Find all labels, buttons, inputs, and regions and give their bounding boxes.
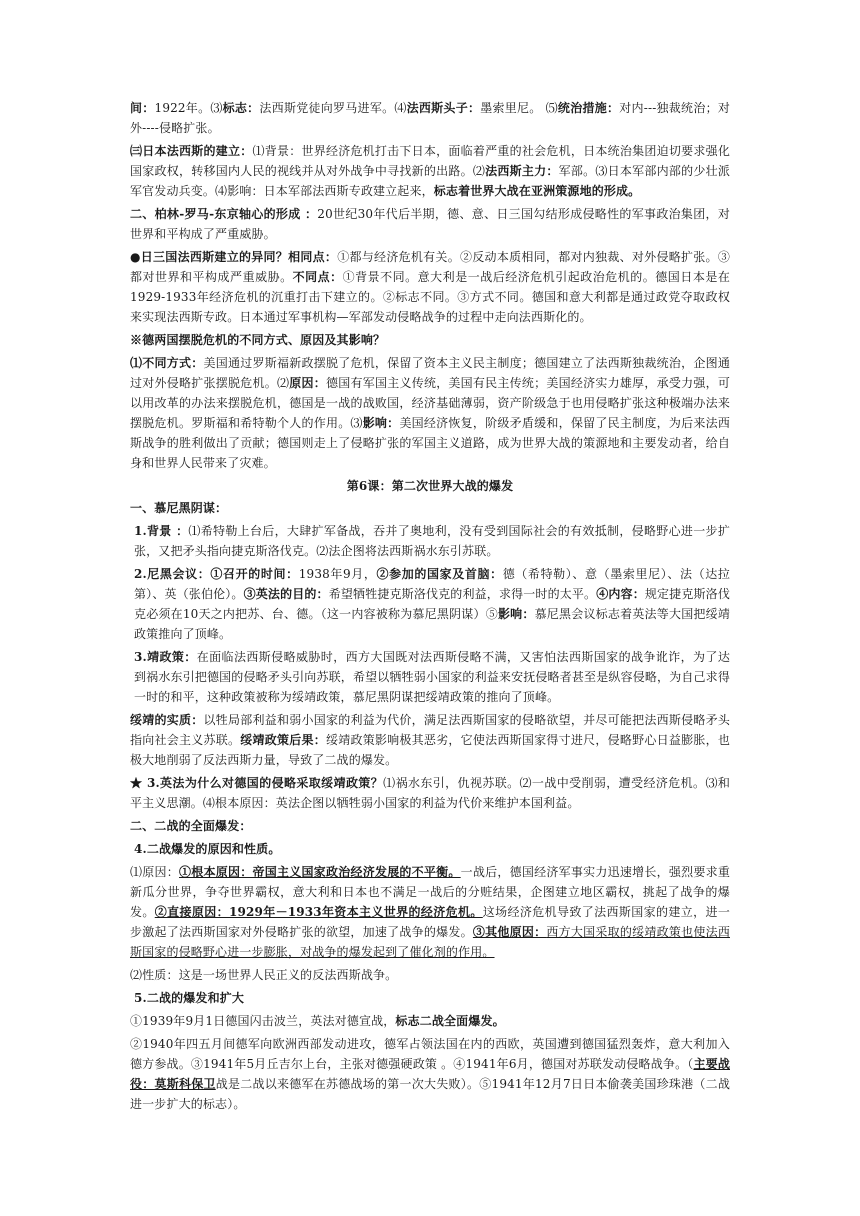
paragraph-italy-fascism [130, 98, 730, 138]
text: 20世纪30年代后半期，德、意、日三国勾结形成侵略性的军事政治集团，对世界和平构成了严重威胁。 [130, 207, 730, 241]
label-participants: ②参加的国家及首脑： [376, 567, 503, 581]
text: 规定捷克斯洛伐克必须在10天之内把苏、台、德。（这一内容被称为慕尼黑阴谋）⑤ [134, 587, 730, 621]
text: 美国通过罗斯福新政摆脱了危机，保留了资本主义民主制度；德国建立了法西斯独裁统治，企图通过对外侵略扩张摆脱危机。⑵ [130, 356, 730, 390]
paragraph-causes [130, 862, 730, 962]
paragraph-munich-conference [130, 564, 730, 644]
text: ①背景不同。意大利是一战后经济危机引起政治危机的。德国日本是在1929-1933年经济危机的沉重打击下建立的。②标志不同。③方式不同。德国和意大利都是通过政党夺取政权来实现法西斯专政。日本通过军事机构—军部发动侵略战争的过程中走向法西斯化的。 [130, 270, 730, 324]
label-appeasement: 3.靖政策： [134, 650, 197, 664]
label-purpose: ③英法的目的： [243, 587, 329, 601]
text: 慕尼黑会议标志着英法等大国把绥靖政策推向了顶峰。 [134, 607, 730, 641]
text: 德国有军国主义传统，美国有民主传统；美国经济实力雄厚，承受力强，可以用改革的办法来摆脱危机，德国是一战的战败国，经济基础薄弱，资产阶级急于也用侵略扩张这种极端办法来摆脱危机。罗斯福和希特勒个人的作用。⑶ [130, 376, 731, 430]
label-content: ④内容： [596, 587, 645, 601]
label-leader: 法西斯头子： [406, 101, 481, 115]
section-heading-war: 二、二战的全面爆发： [130, 819, 252, 833]
paragraph-background [130, 521, 730, 561]
label-causes: ⑴原因： [130, 865, 179, 879]
paragraph-appeasement-essence [130, 710, 730, 770]
label-conference: 2.尼黑会议：①召开的时间： [134, 567, 299, 581]
label-impact: 影响： [362, 416, 400, 430]
heading-causes: 4.二战爆发的原因和性质。 [134, 842, 281, 856]
label-time: 间： [130, 101, 155, 115]
text-bold: 标志二战全面爆发。 [395, 1014, 505, 1028]
paragraph-outbreak-1 [130, 1011, 730, 1031]
heading-axis: 二、柏林-罗马-东京轴心的形成 ： [130, 207, 318, 221]
heading-crisis-question: ※德两国摆脱危机的不同方式、原因及其影响？ [130, 333, 386, 347]
paragraph-crisis-answer [130, 353, 730, 473]
label-nature: ⑵性质： [130, 968, 179, 982]
text: 这场经济危机导致了法西斯国家的建立，进一步激起了法西斯国家对外侵略扩张的欲望，加速了战争的爆发。 [130, 905, 730, 939]
label-main-force: 法西斯主力： [485, 164, 559, 178]
text-underlined: ③其他原因： [472, 925, 547, 939]
section-heading-munich: 一、慕尼黑阴谋： [130, 501, 228, 515]
label-differences: 不同点： [292, 270, 343, 284]
paragraph-comparison [130, 247, 730, 327]
text: 德（希特勒）、意（墨索里尼）、法（达拉第）、英（张伯伦）。 [134, 567, 730, 601]
paragraph-axis [130, 204, 730, 244]
heading-japan: ㈢日本法西斯的建立： [130, 144, 253, 158]
text: 美国经济恢复，阶级矛盾缓和，保留了民主制度，为后来法西斯战争的胜利做出了贡献；德国则走上了侵略扩张的军国主义道路，成为世界大战的策源地和主要发动者，给自身和世界人民带来了灾难。 [130, 416, 730, 470]
heading-outbreak: 5.二战的爆发和扩大 [134, 991, 245, 1005]
text: 墨索里尼。 ⑸ [480, 101, 558, 115]
text: 绥靖政策影响极其恶劣，它使法西斯国家得寸进尺，侵略野心日益膨胀，也极大地削弱了反法西斯力量，导致了二战的爆发。 [130, 733, 730, 767]
document-page [130, 98, 730, 1117]
text: 这是一场世界人民正义的反法西斯战争。 [178, 968, 398, 982]
paragraph-japan-fascism [130, 141, 730, 201]
label-measures: 统治措施： [557, 101, 620, 115]
text: ①1939年9月1日德国闪击波兰，英法对德宣战， [130, 1014, 396, 1028]
heading-comparison: ●日三国法西斯建立的异同？相同点： [130, 250, 338, 264]
text: 在面临法西斯侵略威胁时，西方大国既对法西斯侵略不满，又害怕法西斯国家的战争讹诈，为了达到祸水东引把德国的侵略矛头引向苏联，希望以牺牲弱小国家的利益来安抚侵略者甚至是纵容侵略，为自己求得一时的和平，这种政策被称为绥靖政策，慕尼黑阴谋把绥靖政策的推向了顶峰。 [134, 650, 730, 704]
paragraph-why-appeasement [130, 773, 730, 813]
label-essence: 绥靖的实质： [130, 713, 204, 727]
lesson-title: 第6课：第二次世界大战的爆发 [346, 479, 514, 493]
text-underlined: 西方大国采取的绥靖政策也使法西斯国家的侵略野心进一步膨胀，对战争的爆发起到了催化剂的作用。 [130, 925, 730, 959]
text: 一战后，德国经济军事实力迅速增长，强烈要求重新瓜分世界，争夺世界霸权，意大利和日本也不满足一战后的分赃结果，企图建立地区霸权，挑起了战争的爆发。 [130, 865, 730, 919]
text: ⑴祸水东引，仇视苏联。⑵一战中受削弱，遭受经济危机。⑶和平主义思潮。⑷根本原因：英法企图以牺牲弱小国家的利益为代价来维护本国利益。 [130, 776, 731, 810]
label-why: ★ 3.英法为什么对德国的侵略采取绥靖政策？ [130, 776, 384, 790]
text: 1938年9月， [298, 567, 377, 581]
paragraph-nature [130, 965, 730, 985]
text: ①都与经济危机有关。②反动本质相同，都对内独裁、对外侵略扩张。③都对世界和平构成严重威胁。 [130, 250, 730, 284]
text: 对内---独裁统治；对外----侵略扩张。 [130, 101, 731, 135]
text-underlined: ①根本原因：帝国主义国家政治经济发展的不平衡。 [179, 865, 461, 879]
text: ②1940年四五月间德军向欧洲西部发动进攻，德军占领法国在内的西欧，英国遭到德国猛烈轰炸，意大利加入德方参战。③1941年5月丘吉尔上台，主张对德强硬政策 。④1941年6月，德国对苏联发动侵略战争。（ [130, 1037, 730, 1071]
text: 战是二战以来德军在苏德战场的第一次大失败）。⑤1941年12月7日日本偷袭美国珍珠港（二战进一步扩大的标志）。 [130, 1077, 730, 1111]
text: ⑴希特勒上台后，大肆扩军备战，吞并了奥地利，没有受到国际社会的有效抵制，侵略野心进一步扩张，又把矛头指向捷克斯洛伐克。⑵法企图将法西斯祸水东引苏联。 [134, 524, 730, 558]
text-underlined: ②直接原因：1929年－1933年资本主义世界的经济危机。 [154, 905, 483, 919]
text-underlined: 主要战役：莫斯科保卫 [130, 1057, 730, 1091]
paragraph-appeasement [130, 647, 730, 707]
label-background: 1.背景 ： [134, 524, 189, 538]
text: 希望牺牲捷克斯洛伐克的利益，求得一时的太平。 [328, 587, 597, 601]
text: 军部。⑶日本军部内部的少壮派军官发动兵变。⑷影响：日本军部法西斯专政建立起来， [130, 164, 730, 198]
label-impact: 影响： [497, 607, 535, 621]
label-consequence: 绥靖政策后果： [240, 733, 326, 747]
text: 法西斯党徒向罗马进军。⑷ [259, 101, 407, 115]
label-symbol: 标志： [222, 101, 260, 115]
label-ways: ⑴不同方式： [130, 356, 204, 370]
paragraph-outbreak-2 [130, 1034, 730, 1114]
text: 1922年。⑶ [154, 101, 223, 115]
text: 以牲局部利益和弱小国家的利益为代价，满足法西斯国家的侵略欲望，并尽可能把法西斯侵略矛头指向社会主义苏联。 [130, 713, 730, 747]
text-bold: 标志着世界大战在亚洲策源地的形成。 [433, 184, 641, 198]
text: ⑴背景：世界经济危机打击下日本，面临着严重的社会危机，日本统治集团迫切要求强化国家政权，转移国内人民的视线并从对外战争中寻找新的出路。⑵ [130, 144, 730, 178]
label-reasons: 原因： [289, 376, 326, 390]
